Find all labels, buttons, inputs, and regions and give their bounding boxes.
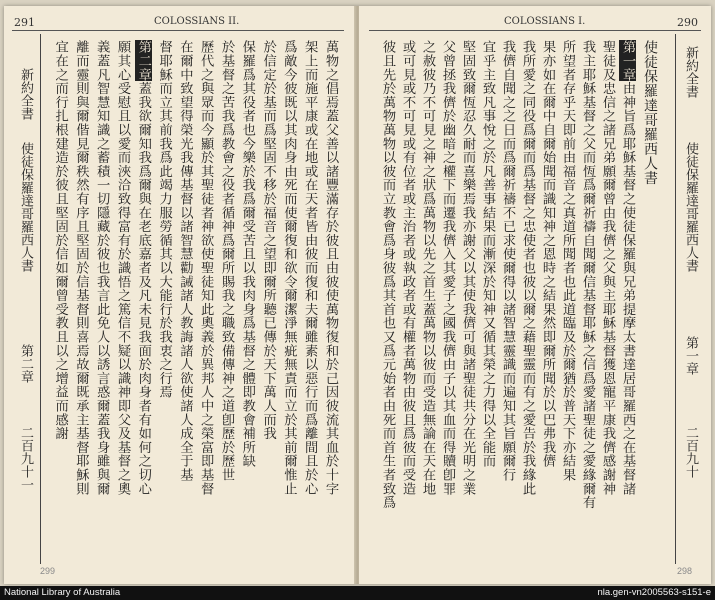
text-column: 離而靈則與爾偕見爾秩然有序且堅固於信基督則喜焉故爾既承主基督耶穌則 bbox=[73, 40, 89, 496]
text-column: 彼且先於萬物萬物以彼而立教會爲身彼爲其首也又爲元始者由死而首生者致爲 bbox=[380, 40, 395, 510]
left-margin-folio: 二百九十一 bbox=[18, 426, 33, 491]
right-pencil-folio: 298 bbox=[677, 566, 693, 576]
left-margin-book: 使徒保羅達哥羅西人書 bbox=[18, 142, 33, 272]
left-header-rule bbox=[12, 30, 344, 31]
right-header-rule bbox=[369, 30, 701, 31]
text-column: 我主耶穌基督之父而恆爲爾祈禱自聞爾信基督耶穌之信爲愛諸聖徒之愛緣爾有 bbox=[580, 40, 595, 510]
left-page bbox=[4, 6, 356, 584]
text-column: 督耶穌而立其前我爲此竭力服勞循其以大能行於我衷之行焉 bbox=[156, 40, 172, 399]
text-column: 保羅爲其役者也今樂於我爲爾受苦且以我肉身爲基督之體即教會補所缺 bbox=[239, 40, 255, 468]
text-column: 聖徒及忠信之諸兄弟願爾曾由我儕之父與主耶穌基督獲恩寵平康我儕感謝神 bbox=[600, 40, 615, 496]
right-page bbox=[359, 6, 711, 584]
chapter-marker: 第二章 bbox=[135, 40, 151, 82]
text-column: 所望者存乎天即前由福音之真道所聞者也此道臨及於爾猶於普天下亦結果 bbox=[560, 40, 575, 482]
text-column: 萬物之倡焉蓋父善以諸豐滿存於彼且由彼使萬物復和於己因彼流其血於十字 bbox=[323, 40, 338, 496]
text-column: 宜在之而行扎根建造於彼且堅固於信如爾曾受教且以之增益而感謝 bbox=[52, 40, 68, 441]
text-column: 於基督之苦我爲教會之役者循神爲爾所賜我之職致備傳神之道卽歷於歷世 bbox=[219, 40, 234, 482]
text-column: 父曾拯我儕於幽暗之權下而遷我儕入其愛子之國我儕由子以其血而得贖卽罪 bbox=[440, 40, 455, 496]
text-column: 我儕自聞之之日而爲爾祈禱不已求使爾得以諸智慧靈識而遍知其旨願爾行 bbox=[500, 40, 515, 482]
right-book-title: 使徒保羅達哥羅西人書 bbox=[642, 40, 658, 185]
credit-left: National Library of Australia bbox=[4, 587, 121, 598]
right-margin-chapter: 第一章 bbox=[683, 336, 698, 375]
text-column: 果亦如在爾中自爾始聞而識知神之恩時之結果然即爾所聞於以巴弗我儕 bbox=[540, 40, 555, 468]
credit-right: nla.gen-vn2005563-s151-e bbox=[597, 587, 711, 598]
right-page-number: 290 bbox=[677, 16, 698, 29]
text-column: 第二章蓋我欲爾知我爲爾與在老底嘉者及凡未見我面於肉身者有如何之切心 bbox=[135, 40, 151, 496]
right-margin-rule bbox=[675, 34, 676, 564]
left-margin-title: 新約全書 bbox=[18, 68, 33, 120]
text-column: 歷代之與眾而今顯於其聖徒者神欲使聖徒知此奧義於異邦人中之榮富即基督 bbox=[198, 40, 214, 496]
right-margin-title: 新約全書 bbox=[683, 46, 698, 98]
text-column: 在爾中致望得榮光我傳基督以諸智慧勸誡諸人教誨諸人欲使諸人成全于基 bbox=[177, 40, 193, 482]
left-margin-chapter: 第二章 bbox=[18, 344, 33, 383]
text-column: 架上而施平康或在地或在天者皆由彼而復和夫爾雖素以惡行而爲離間且於心 bbox=[302, 40, 318, 496]
left-running-head: COLOSSIANS II. bbox=[154, 16, 240, 27]
book-spread bbox=[4, 6, 711, 584]
text-column: 義蓋凡智慧知識之蓄積一切隱藏於彼也我言此免人以誘言惑爾蓋我身雖與爾 bbox=[94, 40, 110, 496]
text-column: 於信定於基而爲堅固不移於福音之望即爾所聽已傳於天下萬人而我 bbox=[260, 40, 276, 441]
text-column: 爲敵今彼既以其肉身由死而使爾復和欲令爾潔淨無疵無責而立於其前爾惟止 bbox=[281, 40, 297, 496]
text-column: 第一章由神旨爲耶穌基督之使徒保羅與兄弟提摩太書達居哥羅西之在基督諸 bbox=[620, 40, 635, 496]
text-column: 之赦彼乃不可見之神之狀爲萬物以先之首生蓋萬物以彼而受造無論在天在地 bbox=[420, 40, 435, 496]
text-column: 我所愛之同役爲爾而爲基督之忠使者也彼以爾之藉聖靈而有之愛告於我緣此 bbox=[520, 40, 535, 496]
left-page-number: 291 bbox=[14, 16, 35, 29]
text-column: 願其心受慰且以愛而浹洽致得富有於識悟之篤信不疑以識神即父及基督之奧 bbox=[115, 40, 130, 496]
left-pencil-folio: 299 bbox=[40, 566, 56, 576]
chapter-marker: 第一章 bbox=[620, 40, 635, 82]
right-running-head: COLOSSIANS I. bbox=[504, 16, 586, 27]
right-margin-folio: 二百九十 bbox=[683, 426, 698, 478]
left-margin-rule bbox=[40, 34, 41, 564]
right-margin-book: 使徒保羅達哥羅西人書 bbox=[683, 142, 698, 272]
text-column: 堅固致爾恆忍久耐而喜樂焉我亦謝父以其使我儕可與諸聖徒共分在光明之業 bbox=[460, 40, 475, 496]
text-column: 或可見或不可見或有位者或主治者或執政者或有權者萬物由彼且爲彼而受造 bbox=[400, 40, 415, 496]
credit-bar bbox=[0, 586, 715, 600]
text-column: 宜乎主致凡事悅之於凡善事結果而漸深於知神又循其榮之力得以全能而 bbox=[480, 40, 495, 468]
